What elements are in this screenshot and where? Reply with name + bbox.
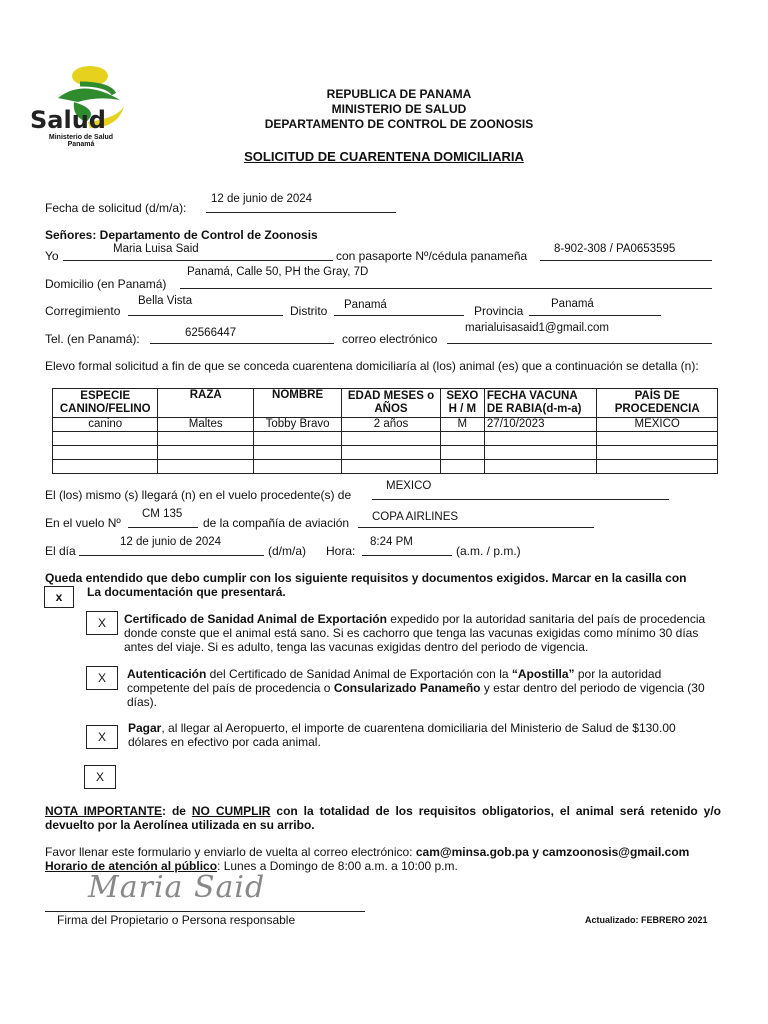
nota-text: con la totalidad de los requisitos obligatorios, el animal será retenido y/o devuelto por la Aerolínea utilizada en su arribo. [45,804,721,832]
req-autenticacion-title: Autenticación [127,667,207,681]
col-pais: PAÍS DE PROCEDENCIA [597,389,718,418]
ampm-label: (a.m. / p.m.) [456,544,521,558]
cell-especie[interactable] [53,432,158,446]
req-autenticacion-text-3: y estar dentro del periodo de vigencia (30 días). [127,681,705,709]
cell-fecha-vacuna[interactable]: 27/10/2023 [484,418,597,432]
dma-label: (d/m/a) [268,544,307,558]
checkbox-autenticacion[interactable]: X [86,666,118,690]
cell-edad[interactable] [342,446,440,460]
form-title: SOLICITUD DE CUARENTENA DOMICILIARIA [244,149,524,164]
cell-especie[interactable] [53,460,158,474]
pasaporte-label: con pasaporte Nº/cédula panameña [336,249,528,263]
corregimiento-line [128,315,283,316]
cell-fecha-vacuna[interactable] [484,432,597,446]
table-row [53,446,718,460]
cell-nombre[interactable]: Tobby Bravo [253,418,341,432]
cell-raza[interactable]: Maltes [158,418,253,432]
fecha-label: Fecha de solicitud (d/m/a): [45,201,187,215]
table-row [53,460,718,474]
req-pagar [128,721,688,749]
corregimiento-label: Corregimiento [45,304,121,318]
correo-label: correo electrónico [342,332,438,346]
contacto-line [45,845,689,859]
elevo-text: Elevo formal solicitud a fin de que se conceda cuarentena domiciliaría al (los) animal (es) que a continuación se detalla (n): [45,359,699,373]
cell-pais[interactable]: MEXICO [597,418,718,432]
checkbox-certificado[interactable]: X [86,611,118,635]
tel-field[interactable]: 62566447 [185,327,237,339]
req-certificado-title: Certificado de Sanidad Animal de Exportación [124,612,387,626]
cell-sexo[interactable] [440,446,484,460]
table-header-row [53,389,718,418]
contacto-emails[interactable]: cam@minsa.gob.pa y camzoonosis@gmail.com [415,845,690,859]
contacto-favor: Favor llenar este formulario y enviarlo de vuelta al correo electrónico: [45,845,416,859]
horario-label: Horario de atención al público [45,859,218,873]
checkbox-pagar[interactable]: X [86,725,118,749]
firma-label: Firma del Propietario o Persona responsable [57,913,296,927]
cell-pais[interactable] [597,446,718,460]
llegara-label: El (los) mismo (s) llegará (n) en el vuelo procedente(s) de [45,488,352,502]
cell-pais[interactable] [597,460,718,474]
logo-text: Salud [30,106,106,134]
cell-sexo[interactable] [440,460,484,474]
correo-field[interactable]: marialuisasaid1@gmail.com [465,322,609,334]
mark-checkbox[interactable]: x [44,586,74,608]
col-sexo: SEXO H / M [440,389,484,418]
horario-value: : Lunes a Domingo de 8:00 a.m. a 10:00 p.m. [217,859,458,873]
pasaporte-line [540,260,712,261]
vuelo-line [128,527,198,528]
hora-label: Hora: [326,544,356,558]
domicilio-field[interactable]: Panamá, Calle 50, PH the Gray, 7D [187,266,369,278]
req-certificado-text: expedido por la autoridad sanitaria del país de procedencia donde conste que el animal está sano. Si es cachorro que tenga las vacunas exigidas como mínimo 30 días antes del viaje. Si es adulto, tenga las vacunas exigidas dentro del periodo de vigencia. [124,612,706,654]
cell-fecha-vacuna[interactable] [484,446,597,460]
checkbox-extra[interactable]: X [84,765,116,789]
col-fecha-vacuna: FECHA VACUNA DE RABIA(d-m-a) [484,389,597,418]
fecha-line [206,212,396,213]
hora-line [362,555,452,556]
req-autenticacion-text-1: del Certificado de Sanidad Animal de Exportación con la [206,667,512,681]
cell-edad[interactable] [342,432,440,446]
dia-line [79,555,264,556]
col-especie: ESPECIE CANINO/FELINO [53,389,158,418]
req-apostilla: “Apostilla” [511,667,575,681]
pasaporte-field[interactable]: 8-902-308 / PA0653595 [554,243,676,255]
cell-especie[interactable] [53,446,158,460]
nota-label: NOTA IMPORTANTE [45,804,163,818]
col-edad: EDAD MESES o AÑOS [342,389,440,418]
cell-nombre[interactable] [253,460,341,474]
correo-line [447,343,712,344]
col-nombre: NOMBRE [253,389,341,418]
compania-field[interactable]: COPA AIRLINES [372,511,459,523]
nota-de: : de [162,804,192,818]
cell-raza[interactable] [158,460,253,474]
domicilio-line [180,288,712,289]
cell-raza[interactable] [158,432,253,446]
distrito-label: Distrito [290,304,328,318]
cell-pais[interactable] [597,432,718,446]
nota-importante [45,804,721,832]
procedencia-field[interactable]: MEXICO [386,480,432,492]
req-pagar-text: , al llegar al Aeropuerto, el importe de cuarentena domiciliaria del Ministerio de Salud de $130.00 dólares en efectivo por cada animal. [128,721,676,749]
cell-nombre[interactable] [253,432,341,446]
req-certificado [124,612,714,654]
llegara-line [372,499,669,500]
cell-edad[interactable] [342,460,440,474]
tel-line [150,343,334,344]
nota-no-cumplir: NO CUMPLIR [191,804,271,818]
req-autenticacion-text-2: por la autoridad competente del país de procedencia o [127,667,662,695]
domicilio-label: Domicilio (en Panamá) [45,277,167,291]
cell-edad[interactable]: 2 años [342,418,440,432]
fecha-field[interactable]: 12 de junio de 2024 [211,193,313,205]
yo-label: Yo [45,249,59,263]
actualizado-label: Actualizado: FEBRERO 2021 [585,915,708,925]
cell-nombre[interactable] [253,446,341,460]
dia-label: El día [45,544,76,558]
distrito-line [334,315,464,316]
header-republica: REPUBLICA DE PANAMA [326,87,472,101]
requisitos-intro: Queda entendido que debo cumplir con los siguiente requisitos y documentos exigidos. Marcar en la casilla con [45,571,687,585]
table-row [53,418,718,432]
dia-field[interactable]: 12 de junio de 2024 [120,536,222,548]
distrito-field[interactable]: Panamá [344,299,387,311]
provincia-line [529,315,661,316]
nombre-field[interactable]: Maria Luisa Said [113,243,199,255]
cell-raza[interactable] [158,446,253,460]
animals-table [52,388,718,474]
compania-line [358,527,594,528]
req-autenticacion [127,667,707,709]
tel-label: Tel. (en Panamá): [45,332,140,346]
header-ministerio: MINISTERIO DE SALUD [331,102,467,116]
col-raza: RAZA [158,389,253,418]
hora-field[interactable]: 8:24 PM [370,536,413,548]
yo-line [63,260,333,261]
senores-label: Señores: Departamento de Control de Zoonosis [45,228,318,242]
cell-sexo[interactable]: M [440,418,484,432]
provincia-field[interactable]: Panamá [551,298,594,310]
logo-subtitle: Ministerio de Salud Panamá [48,134,114,148]
req-pagar-title: Pagar [128,721,162,735]
signature: Maria Said [88,870,266,905]
cell-especie[interactable]: canino [53,418,158,432]
firma-line [45,911,365,912]
req-consularizado: Consularizado Panameño [333,681,481,695]
corregimiento-field[interactable]: Bella Vista [138,295,193,307]
provincia-label: Provincia [474,304,524,318]
compania-label: de la compañía de aviación [203,516,350,530]
vuelo-field[interactable]: CM 135 [142,508,183,520]
cell-fecha-vacuna[interactable] [484,460,597,474]
cell-sexo[interactable] [440,432,484,446]
vuelo-label: En el vuelo Nº [45,516,121,530]
table-row [53,432,718,446]
header-departamento: DEPARTAMENTO DE CONTROL DE ZOONOSIS [264,117,534,131]
requisitos-intro-2: La documentación que presentará. [87,585,286,599]
